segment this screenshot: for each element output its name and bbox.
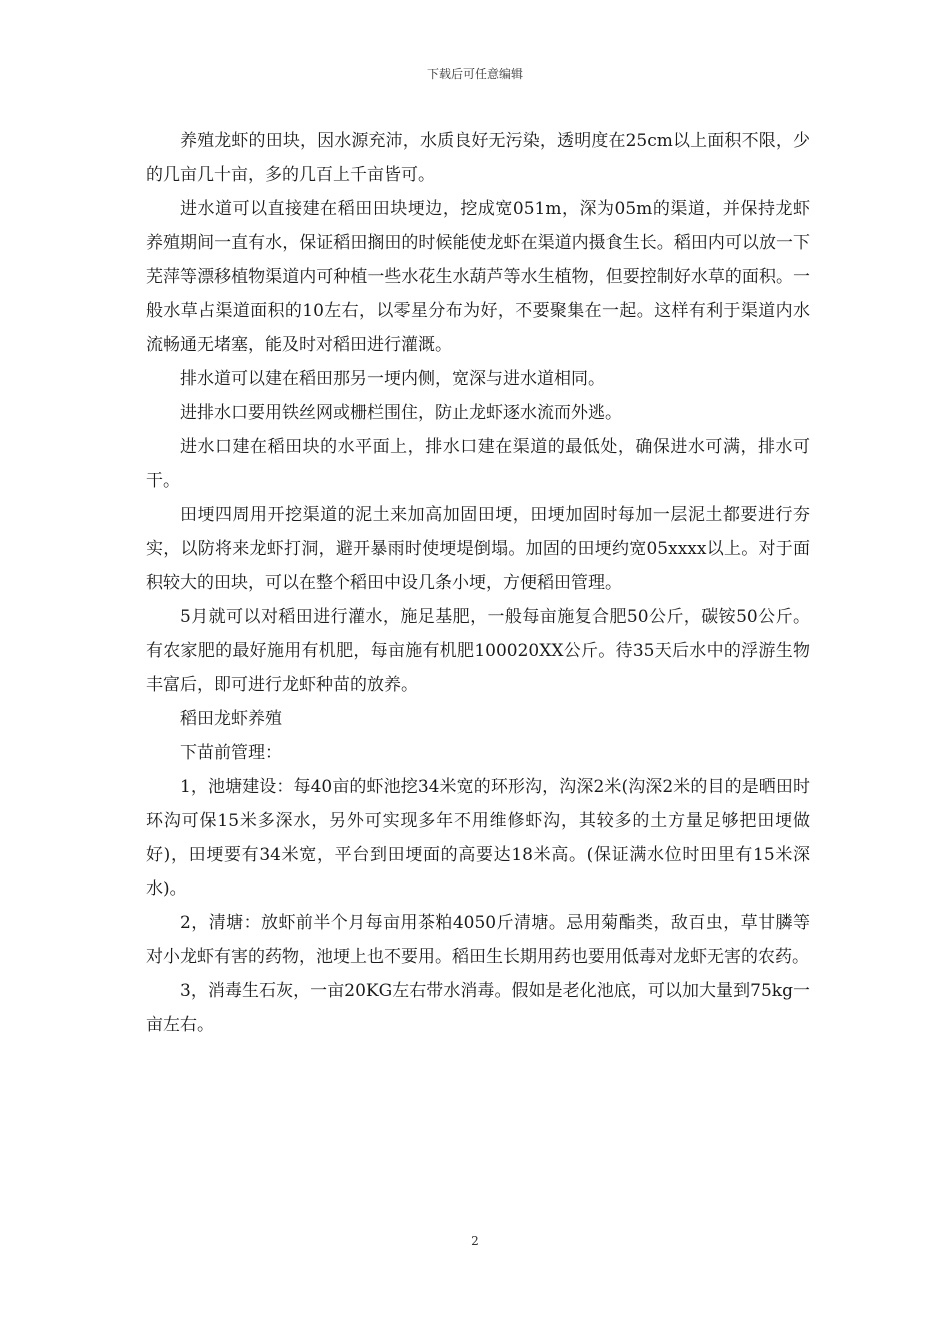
paragraph: 田埂四周用开挖渠道的泥土来加高加固田埂，田埂加固时每加一层泥土都要进行夯实，以防将来龙虾打洞，避开暴雨时使埂堤倒塌。加固的田埂约宽05xxxx以上。对于面积较大的田块，可以在整个稻田中设几条小埂，方便稻田管理。 — [146, 505, 810, 593]
paragraph: 进水口建在稻田块的水平面上，排水口建在渠道的最低处，确保进水可满，排水可干。 — [146, 437, 810, 491]
paragraph: 养殖龙虾的田块，因水源充沛，水质良好无污染，透明度在25cm以上面积不限，少的几亩几十亩，多的几百上千亩皆可。 — [146, 131, 810, 185]
list-item: 3，消毒生石灰，一亩20KG左右带水消毒。假如是老化池底，可以加大量到75kg一亩左右。 — [146, 981, 810, 1035]
subsection-heading: 下苗前管理： — [180, 743, 282, 763]
document-body — [146, 124, 810, 1042]
list-item: 1，池塘建设：每40亩的虾池挖34米宽的环形沟，沟深2米(沟深2米的目的是晒田时环沟可保15米多深水，另外可实现多年不用维修虾沟，其较多的土方量足够把田埂做好)，田埂要有34米宽，平台到田埂面的高要达18米高。(保证满水位时田里有15米深水)。 — [146, 777, 810, 899]
paragraph: 进排水口要用铁丝网或栅栏围住，防止龙虾逐水流而外逃。 — [180, 403, 622, 423]
paragraph: 进水道可以直接建在稻田田块埂边，挖成宽051m，深为05m的渠道，并保持龙虾养殖期间一直有水，保证稻田搁田的时候能使龙虾在渠道内摄食生长。稻田内可以放一下芜萍等漂移植物渠道内可种植一些水花生水葫芦等水生植物，但要控制好水草的面积。一般水草占渠道面积的10左右，以零星分布为好，不要聚集在一起。这样有利于渠道内水流畅通无堵塞，能及时对稻田进行灌溉。 — [146, 199, 810, 355]
page-number: 2 — [471, 1234, 479, 1248]
paragraph: 排水道可以建在稻田那另一埂内侧，宽深与进水道相同。 — [180, 369, 605, 389]
section-heading: 稻田龙虾养殖 — [180, 709, 282, 729]
list-item: 2，清塘：放虾前半个月每亩用茶粕4050斤清塘。忌用菊酯类，敌百虫，草甘膦等对小龙虾有害的药物，池埂上也不要用。稻田生长期用药也要用低毒对龙虾无害的农药。 — [146, 913, 810, 967]
page-header: 下载后可任意编辑 — [426, 67, 523, 81]
paragraph: 5月就可以对稻田进行灌水，施足基肥，一般每亩施复合肥50公斤，碳铵50公斤。有农家肥的最好施用有机肥，每亩施有机肥100020XX公斤。待35天后水中的浮游生物丰富后，即可进行龙虾种苗的放养。 — [146, 607, 810, 695]
